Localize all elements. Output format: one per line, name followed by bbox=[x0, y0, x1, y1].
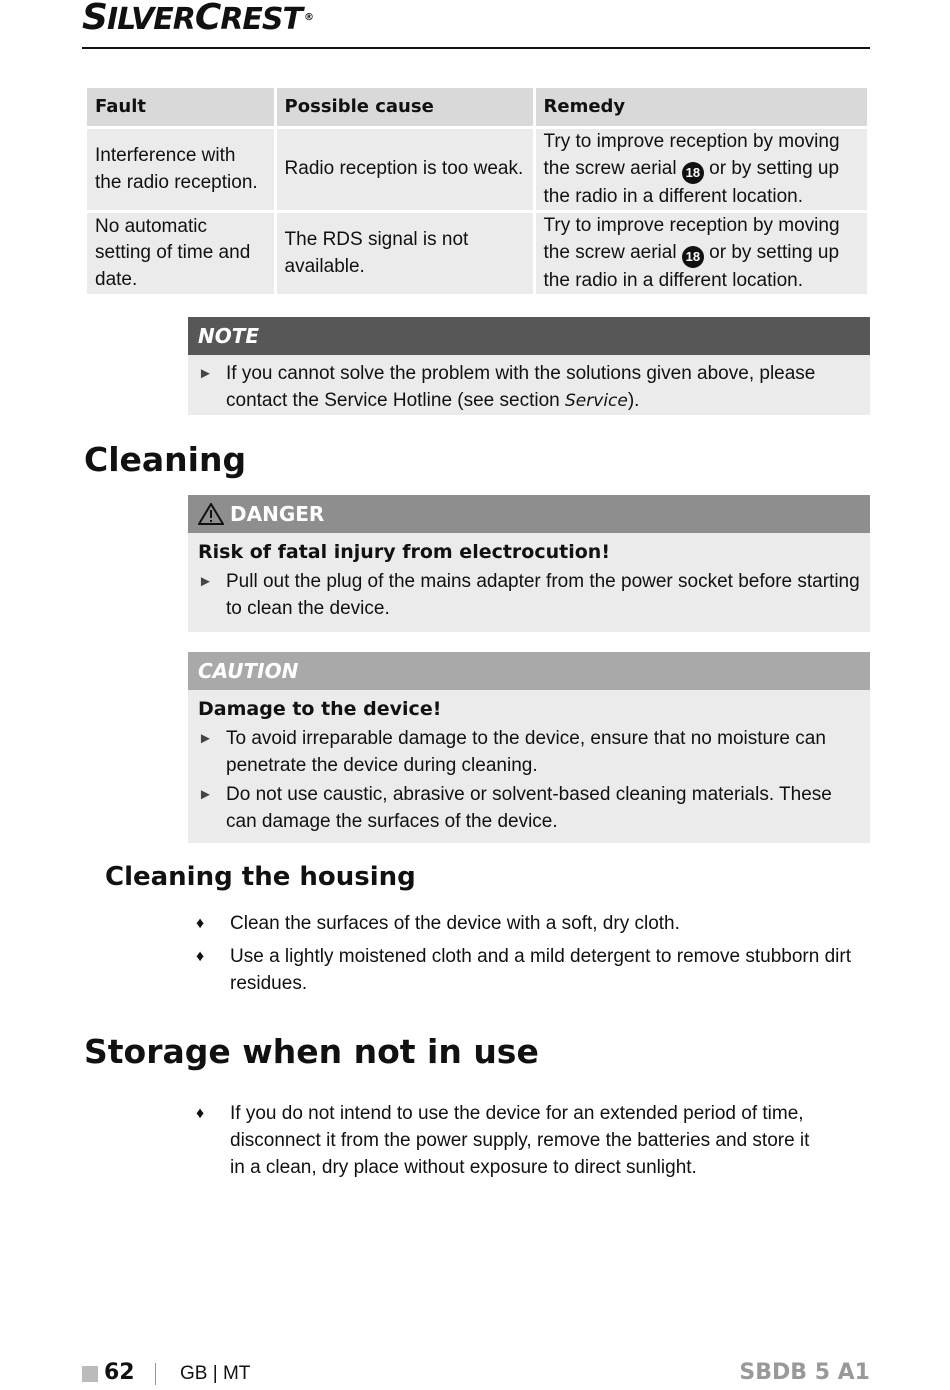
arrow-icon: ► bbox=[198, 730, 213, 747]
caution-title: CAUTION bbox=[188, 652, 870, 690]
column-header-cause: Possible cause bbox=[275, 87, 534, 128]
fault-cell: Interference with the radio reception. bbox=[86, 128, 276, 212]
danger-box bbox=[188, 495, 870, 632]
warning-triangle-icon bbox=[198, 503, 224, 525]
housing-item: ♦ Use a lightly moistened cloth and a mild detergent to remove stubborn dirt residues. bbox=[196, 943, 890, 997]
column-header-fault: Fault bbox=[86, 87, 276, 128]
cause-cell: The RDS signal is not available. bbox=[275, 212, 534, 296]
housing-item: ♦ Clean the surfaces of the device with a soft, dry cloth. bbox=[196, 910, 890, 937]
footer-square-icon bbox=[82, 1366, 98, 1382]
storage-item: ♦ If you do not intend to use the device for an extended period of time, disconnect it from the power supply, remove the batteries and store it in a clean, dry place without exposure to direct sunlight. bbox=[196, 1100, 820, 1181]
part-number-badge: 18 bbox=[682, 246, 704, 268]
danger-title: DANGER bbox=[230, 502, 325, 526]
column-header-remedy: Remedy bbox=[534, 87, 868, 128]
caution-subtitle: Damage to the device! bbox=[198, 698, 442, 720]
caution-item: ► To avoid irreparable damage to the device, ensure that no moisture can penetrate the device during cleaning. bbox=[198, 728, 826, 776]
caution-box bbox=[188, 652, 870, 843]
danger-item: ► Pull out the plug of the mains adapter from the power socket before starting to clean the device. bbox=[198, 571, 860, 619]
caution-item: ► Do not use caustic, abrasive or solvent-based cleaning materials. These can damage the surfaces of the device. bbox=[198, 784, 832, 832]
diamond-icon: ♦ bbox=[196, 948, 205, 965]
arrow-icon: ► bbox=[198, 786, 213, 803]
table-row bbox=[86, 212, 869, 296]
page-number: 62 bbox=[104, 1360, 135, 1385]
footer-divider bbox=[155, 1363, 156, 1385]
troubleshooting-table bbox=[84, 85, 870, 297]
header-rule bbox=[82, 47, 870, 49]
table-header-row bbox=[86, 87, 869, 128]
housing-heading: Cleaning the housing bbox=[105, 862, 416, 892]
storage-heading: Storage when not in use bbox=[84, 1032, 539, 1071]
danger-title-bar bbox=[188, 495, 870, 533]
fault-cell: No automatic setting of time and date. bbox=[86, 212, 276, 296]
remedy-cell: Try to improve reception by moving the screw aerial 18 or by setting up the radio in a different location. bbox=[534, 128, 868, 212]
note-box bbox=[188, 317, 870, 415]
language-codes: GB | MT bbox=[180, 1363, 251, 1384]
remedy-cell: Try to improve reception by moving the screw aerial 18 or by setting up the radio in a different location. bbox=[534, 212, 868, 296]
note-title: NOTE bbox=[188, 317, 870, 355]
brand-logo: SILVERCREST ® bbox=[82, 0, 313, 38]
model-number: SBDB 5 A1 bbox=[739, 1360, 870, 1385]
cause-cell: Radio reception is too weak. bbox=[275, 128, 534, 212]
cleaning-heading: Cleaning bbox=[84, 440, 247, 479]
part-number-badge: 18 bbox=[682, 162, 704, 184]
arrow-icon: ► bbox=[198, 365, 213, 382]
diamond-icon: ♦ bbox=[196, 915, 205, 932]
table-row bbox=[86, 128, 869, 212]
diamond-icon: ♦ bbox=[196, 1105, 205, 1122]
note-item: ► If you cannot solve the problem with the solutions given above, please contact the Service Hotline (see section Service). bbox=[198, 363, 816, 411]
danger-subtitle: Risk of fatal injury from electrocution! bbox=[198, 541, 610, 563]
arrow-icon: ► bbox=[198, 573, 213, 590]
